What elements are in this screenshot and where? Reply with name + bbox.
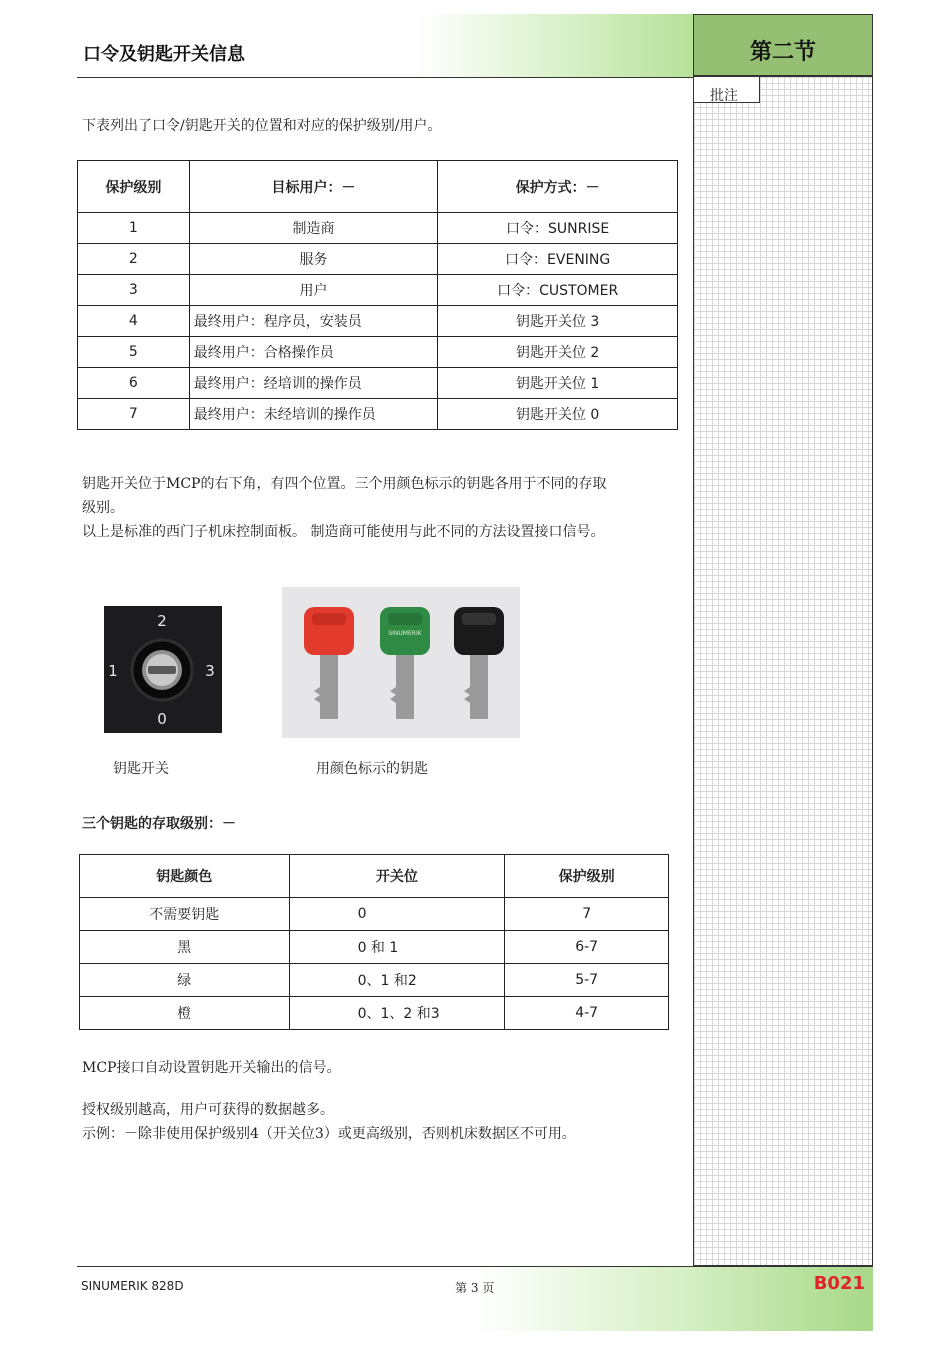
table-cell: 橙 [80, 997, 290, 1030]
table-row [78, 275, 678, 306]
table-cell: 6 [78, 368, 190, 399]
column-header: 保护级别 [505, 855, 669, 898]
section-title: 第二节 [749, 39, 816, 65]
paragraph-line: 以上是标准的西门子机床控制面板。 制造商可能使用与此不同的方法设置接口信号。 [82, 524, 605, 540]
table-cell: 钥匙开关位 2 [438, 337, 678, 368]
table-cell: 口令：SUNRISE [438, 213, 678, 244]
table-cell: 最终用户：合格操作员 [189, 337, 438, 368]
table-cell: 不需要钥匙 [80, 898, 290, 931]
table-row [80, 997, 669, 1030]
paragraph-line: 示例：－除非使用保护级别4（开关位3）或更高级别，否则机床数据区不可用。 [82, 1126, 576, 1142]
table-cell: 最终用户：程序员，安装员 [189, 306, 438, 337]
column-header: 目标用户：－ [189, 161, 438, 213]
keys-caption: 用颜色标示的钥匙 [316, 761, 428, 777]
column-header: 开关位 [289, 855, 505, 898]
table-cell: 用户 [189, 275, 438, 306]
table-header-row [78, 161, 678, 213]
table-row [78, 337, 678, 368]
table-cell: 最终用户：经培训的操作员 [189, 368, 438, 399]
position-label: 0 [157, 710, 167, 728]
intro-text: 下表列出了口令/钥匙开关的位置和对应的保护级别/用户。 [82, 118, 442, 134]
table-cell: 最终用户：未经培训的操作员 [189, 399, 438, 430]
table-cell: 服务 [189, 244, 438, 275]
table-cell: 钥匙开关位 0 [438, 399, 678, 430]
table-row [78, 399, 678, 430]
document-code: B021 [813, 1273, 865, 1294]
notes-column [693, 76, 873, 1266]
table-cell: 7 [505, 898, 669, 931]
table-row [78, 244, 678, 275]
table-cell: 口令：EVENING [438, 244, 678, 275]
table-cell: 3 [78, 275, 190, 306]
section-box [693, 14, 873, 76]
table-cell: 0 [289, 898, 505, 931]
colored-keys-graphic [282, 587, 520, 738]
paragraph-line: 授权级别越高，用户可获得的数据越多。 [82, 1102, 334, 1118]
table-row [78, 213, 678, 244]
key-access-table [79, 854, 669, 1030]
table-row [78, 306, 678, 337]
table-cell: 黑 [80, 931, 290, 964]
position-label: 1 [108, 662, 118, 680]
page-footer [77, 1266, 873, 1331]
table-cell: 6-7 [505, 931, 669, 964]
position-label: 2 [157, 612, 167, 630]
table-cell: 2 [78, 244, 190, 275]
table-row [80, 931, 669, 964]
paragraph-line: 级别。 [82, 500, 124, 516]
table-cell: 口令：CUSTOMER [438, 275, 678, 306]
table-cell: 5-7 [505, 964, 669, 997]
column-header: 钥匙颜色 [80, 855, 290, 898]
paragraph-line: 钥匙开关位于MCP的右下角，有四个位置。三个用颜色标示的钥匙各用于不同的存取 [82, 476, 607, 492]
key-brand-text: SINUMERIK [388, 630, 422, 637]
page-number: 第 3 页 [455, 1281, 495, 1295]
table-cell: 0 和 1 [289, 931, 505, 964]
table-cell: 制造商 [189, 213, 438, 244]
table-row [80, 964, 669, 997]
keyswitch-caption: 钥匙开关 [113, 761, 169, 777]
keyswitch-graphic [104, 606, 222, 733]
table-cell: 钥匙开关位 3 [438, 306, 678, 337]
colored-keys-image [282, 587, 520, 738]
keyswitch-image [104, 606, 222, 733]
notes-label: 批注 [694, 77, 760, 103]
table-cell: 绿 [80, 964, 290, 997]
access-level-heading: 三个钥匙的存取级别：－ [82, 816, 236, 832]
table-cell: 钥匙开关位 1 [438, 368, 678, 399]
table-cell: 4-7 [505, 997, 669, 1030]
table-cell: 5 [78, 337, 190, 368]
protection-level-table [77, 160, 678, 430]
table-cell: 0、1、2 和3 [289, 997, 505, 1030]
position-label: 3 [205, 662, 215, 680]
column-header: 保护方式：－ [438, 161, 678, 213]
page-title: 口令及钥匙开关信息 [83, 44, 245, 65]
table-cell: 4 [78, 306, 190, 337]
table-row [80, 898, 669, 931]
table-cell: 7 [78, 399, 190, 430]
page-header [77, 14, 693, 78]
table-cell: 0、1 和2 [289, 964, 505, 997]
table-row [78, 368, 678, 399]
table-header-row [80, 855, 669, 898]
product-name: SINUMERIK 828D [81, 1279, 184, 1293]
table-cell: 1 [78, 213, 190, 244]
paragraph-line: MCP接口自动设置钥匙开关输出的信号。 [82, 1060, 341, 1076]
column-header: 保护级别 [78, 161, 190, 213]
